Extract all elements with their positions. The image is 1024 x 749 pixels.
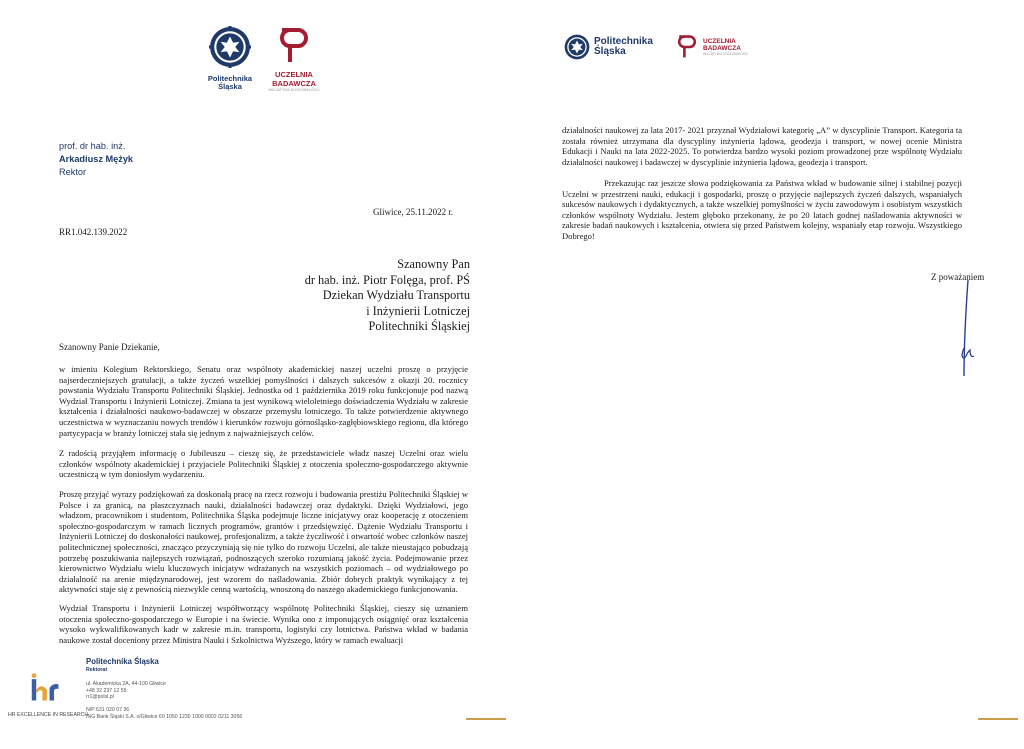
sender-role: Rektor: [59, 167, 87, 177]
university-logo: [564, 34, 653, 60]
footer-accent-line: [466, 718, 506, 720]
paragraph-text: Wydział Transportu i Inżynierii Lotniczej współtworzący wspólnotę Politechniki Śląskiej, cieszy się uznaniem otoczenia społeczno-gospodarczego w Europie i na świecie. Wynika ono z imponujących osiągnięć oraz kształcenia wysoko wykwalifikowanych kadr w zakresie m.in. transportu, logistyki czy lotnictwa. Państwa wkład w badania naukowe został doceniony przez Ministra Nauki i Szkolnictwa Wyższego, który w ramach ewaluacji: [59, 603, 468, 645]
footer-address: ul. Akademicka 2A, 44-100 Gliwice: [86, 681, 166, 687]
research-university-icon: [274, 26, 314, 66]
letter-date: Gliwice, 25.11.2022 r.: [373, 207, 454, 217]
addressee-line: Dziekan Wydziału Transportu: [322, 288, 470, 302]
paragraph-text: działalności naukowej za lata 2017- 2021 przyznał Wydziałowi kategorię „A” w dyscyplinie Transport. Kategoria ta została również utrzymana dla dyscypliny inżynieria lądowa, geodezja i transport, w nowej ocenie Ministra Edukacji i Nauki na lata 2022-2025. To potwierdza bardzo wysoki poziom prowadzonej prze wspólnotę Wydziału działalności naukowej i badawczej w dyscyplinie inżynieria lądowa, geodezja i transport.: [562, 125, 962, 167]
footer-accent-line: [978, 718, 1018, 720]
university-name-line2: Śląska: [594, 46, 626, 57]
body-paragraph: [59, 603, 468, 645]
research-logo-line2: BADAWCZA: [703, 45, 741, 52]
closing-regards: Z poważaniem: [931, 272, 985, 282]
sender-block: [59, 140, 133, 179]
research-logo-line3: INICJATYWA DOSKONAŁOŚCI: [703, 52, 749, 56]
research-university-logo: [674, 34, 748, 60]
addressee-line: i Inżynierii Lotniczej: [366, 303, 470, 318]
university-logo: [200, 26, 260, 91]
sender-name: Arkadiusz Mężyk: [59, 154, 134, 164]
hr-excellence-caption: HR EXCELLENCE IN RESEARCH: [8, 712, 89, 718]
reference-number: RR1.042.139.2022: [59, 227, 128, 237]
sender-title: prof. dr hab. inż.: [59, 141, 126, 151]
footer-phone: +48 32 237 12 55: [86, 687, 127, 694]
body-paragraph: [59, 489, 468, 595]
addressee-line: dr hab. inż. Piotr Folęga, prof. PŚ: [304, 272, 470, 287]
research-logo-line2: BADAWCZA: [272, 78, 316, 88]
hr-excellence-logo: [28, 672, 64, 709]
footer-organization: Politechnika Śląska: [86, 657, 159, 666]
research-university-icon: [674, 34, 700, 60]
body-paragraph: [59, 364, 468, 438]
addressee-line: Szanowny Pan: [397, 257, 470, 271]
university-name-line1: Politechnika: [207, 74, 253, 83]
paragraph-text: Z radością przyjąłem informację o Jubileuszu – cieszę się, że przedstawiciele władz naszej Uczelni oraz wielu członków wspólnoty akademickiej i przyjaciele Politechniki Śląskiej z otoczenia społeczno-gospodarczego aktywnie uczestniczą w tym doniosłym wydarzeniu.: [59, 448, 468, 480]
research-logo-line3: INICJATYWA DOSKONAŁOŚCI: [268, 88, 320, 92]
footer-email[interactable]: rr1@polsl.pl: [86, 694, 114, 700]
paragraph-text: Proszę przyjąć wyrazy podziękowań za doskonałą pracę na rzecz rozwoju i budowania prestiżu Politechniki Śląskiej w Polsce i za granicą, na płaszczyznach nauki, działalności badawczej oraz dydaktyki. Dzięki Wydziałowi, jego władzom, pracownikom i studentom, Politechnika Śląska podejmuje liczne inicjatywy oraz kooperację z otoczeniem społeczno-gospodarczym w ramach licznych programów, grantów i przedsięwzięć. Dążenie Wydziału Transportu i Inżynierii Lotniczej do doskonałości naukowej, profesjonalizm, a także życzliwość i otwartość wobec członków naszej politechnicznej społeczności, znacząco przyczyniają się nie tylko do rozwoju Uczelni, ale także nieustająco pobudzają potrzebę poszukiwania najlepszych rozwiązań, podnoszących szeroko rozumianą jakość życia. Podejmowanie przez kierownictwo Wydziału wielu kluczowych inicjatyw wdrażanych na wszystkich poziomach – od wydziałowego po działalność na arenie międzynarodowej, jest wzorem do naśladowania. Zbiór dobrych praktyk wynikający z tej aktywności staje się z pewnością niezwykle cenną wartością, wnoszoną do naszego akademickiego funkcjonowania.: [59, 489, 468, 595]
university-name-line1: Politechnika: [594, 36, 653, 47]
hr-excellence-icon: [28, 672, 64, 704]
footer-contact: [86, 681, 166, 701]
university-seal-icon: [209, 26, 251, 68]
footer-bank-account: ING Bank Śląski S.A. o/Gliwice 60 1050 1230 1000 0002 0211 3056: [86, 713, 243, 720]
salutation: Szanowny Panie Dziekanie,: [59, 342, 160, 352]
footer-unit: Rektorat: [86, 667, 108, 673]
signature-icon: [952, 278, 982, 382]
research-logo-line1: UCZELNIA: [275, 70, 313, 79]
research-logo-line1: UCZELNIA: [703, 38, 736, 45]
footer-bank: [86, 707, 242, 720]
body-paragraph: [562, 125, 962, 167]
university-name-line2: Śląska: [218, 82, 242, 91]
research-university-logo: [266, 26, 322, 92]
paragraph-text: Przekazując raz jeszcze słowa podziękowania za Państwa wkład w budowanie silnej i stabilnej pozycji Uczelni w przestrzeni nauki, edukacji i gospodarki, proszę o przyjęcie najlepszych życzeń dalszych, wspaniałych sukcesów naukowych i dydaktycznych, a także wszelkiej pomyślności w życiu zawodowym i osobistym wszystkich członków wspólnoty Wydziału. Jestem głęboko przekonany, że po 20 latach godnej naśladowania aktywności w zakresie badań naukowych i kształcenia, otwiera się przed Państwem kolejny, wspaniały etap rozwoju. Wszystkiego Dobrego!: [562, 178, 962, 241]
letter-page-2: [512, 0, 1024, 749]
university-seal-icon: [564, 34, 590, 60]
body-paragraph: [59, 448, 468, 480]
addressee-block: [305, 257, 470, 335]
body-paragraph: [562, 178, 962, 242]
addressee-line: Politechniki Śląskiej: [368, 319, 470, 333]
footer-nip: NIP 631 020 07 36: [86, 707, 130, 713]
paragraph-text: w imieniu Kolegium Rektorskiego, Senatu oraz wspólnoty akademickiej naszej uczelni proszę o przyjęcie najserdeczniejszych gratulacji, a także życzeń wszelkiej pomyślności i dalszych sukcesów z okazji 20. rocznicy powstania Wydziału Transportu Politechniki Śląskiej. Jednostka od 1 października 2019 roku funkcjonuje pod nazwą Wydział Transportu i Inżynierii Lotniczej. Zmiana ta jest wynikową wieloletniego doświadczenia Wydziału w zakresie kształcenia i działalności naukowo-badawczej w obszarze przemysłu lotniczego. To także potwierdzenie aktywnego uczestnictwa w wyznaczaniu nowych trendów i kierunków rozwoju górnośląsko-zagłębiowskiego regionu, dla którego partycypacja w branży lotniczej stała się jednym z najważniejszych celów.: [59, 364, 468, 438]
